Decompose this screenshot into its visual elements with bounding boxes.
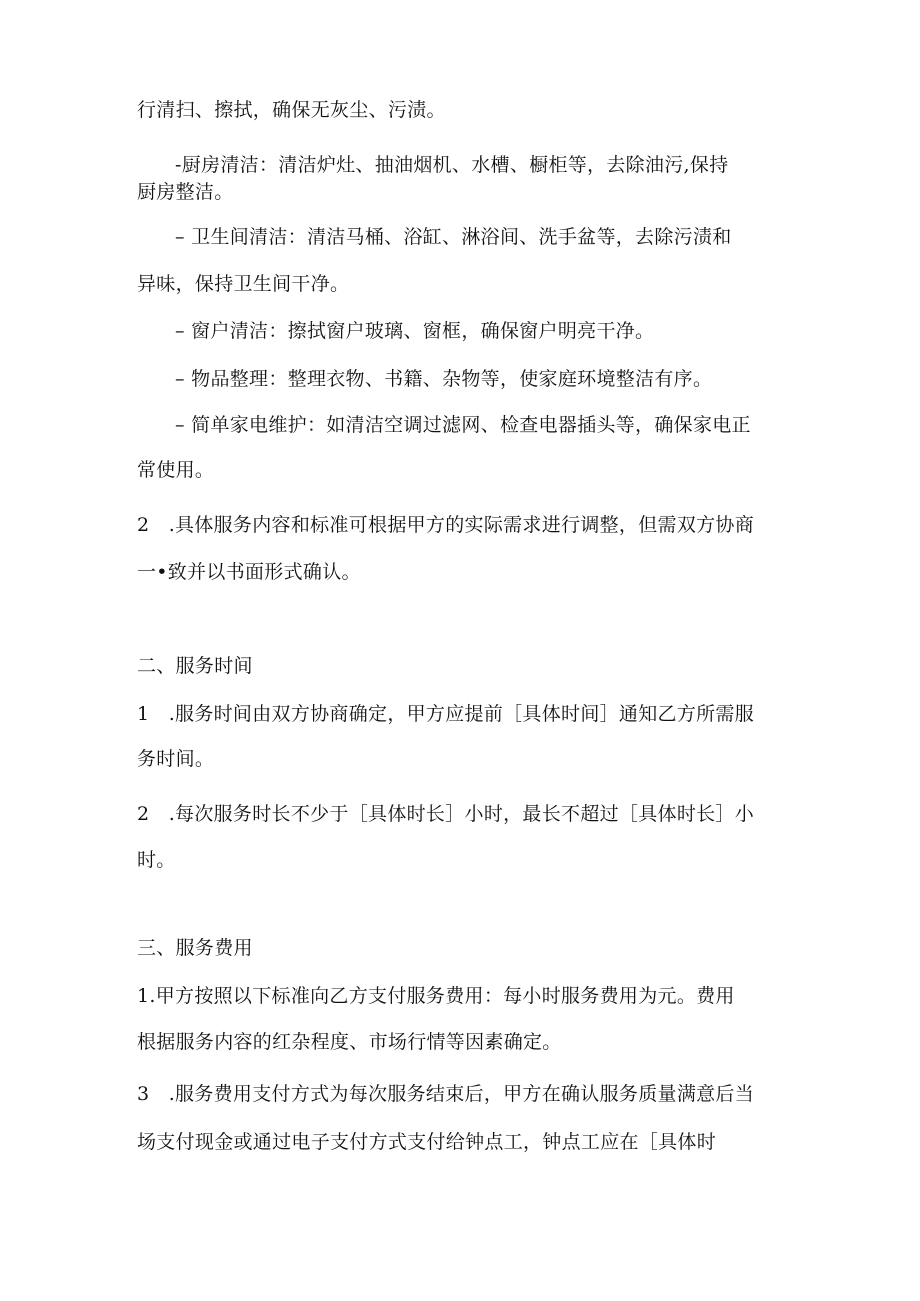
paragraph-line-item-2-cont: 一•致并以书面形式确认。 [137,561,361,583]
paragraph-line-time-1-cont: 务时间。 [137,748,215,770]
paragraph-line-kitchen: -厨房清洁：清洁炉灶、抽油烟机、水槽、橱柜等，去除油污,保持 [175,154,729,176]
paragraph-line-time-2: 2 .每次服务时长不少于［具体时长］小时，最长不超过［具体时长］小 [137,803,755,825]
paragraph-line-fee-3-cont: 场支付现金或通过电子支付方式支付给钟点工，钟点工应在［具体时 [137,1131,717,1153]
paragraph-line-appliance-cont: 常使用。 [137,459,215,481]
paragraph-line-appliance: – 简单家电维护：如清洁空调过滤网、检查电器插头等，确保家电正 [175,414,751,436]
paragraph-line-item-2: 2 .具体服务内容和标准可根据甲方的实际需求进行调整，但需双方协商 [137,514,755,536]
paragraph-line-time-2-cont: 时。 [137,849,176,871]
paragraph-line-fee-1-cont: 根据服务内容的红杂程度、市场行情等因素确定。 [137,1031,562,1053]
paragraph-line-fee-3: 3 .服务费用支付方式为每次服务结束后，甲方在确认服务质量满意后当 [137,1083,755,1105]
section-heading-service-fee: 三、服务费用 [137,937,253,959]
paragraph-line-bathroom-cont: 异味，保持卫生间干净。 [137,273,350,295]
paragraph-line-kitchen-cont: 厨房整洁。 [137,181,234,203]
paragraph-line-window: – 窗户清洁：擦拭窗户玻璃、窗框，确保窗户明亮干净。 [175,320,655,342]
paragraph-line-time-1: 1 .服务时间由双方协商确定，甲方应提前［具体时间］通知乙方所需服 [137,703,755,725]
section-heading-service-time: 二、服务时间 [137,655,253,677]
paragraph-line-bathroom: – 卫生间清洁：清洁马桶、浴缸、淋浴间、洗手盆等，去除污渍和 [175,226,732,248]
paragraph-line-organize: – 物品整理：整理衣物、书籍、杂物等，使家庭环境整洁有序。 [175,368,713,390]
paragraph-line-cleaning-end: 行清扫、擦拭，确保无灰尘、污渍。 [137,99,446,121]
paragraph-line-fee-1: 1.甲方按照以下标准向乙方支付服务费用：每小时服务费用为元。费用 [137,985,735,1007]
